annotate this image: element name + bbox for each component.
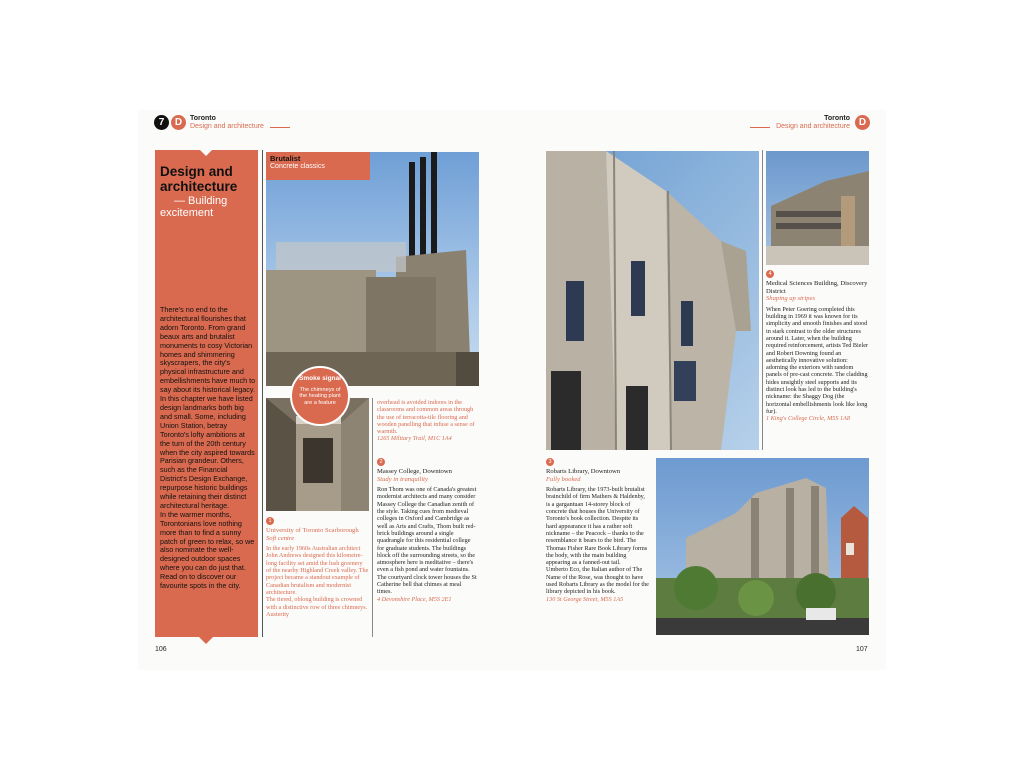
medical-sciences-illustration bbox=[766, 151, 869, 265]
header-rule bbox=[270, 127, 290, 128]
smoke-badge-title: Smoke signal bbox=[299, 375, 341, 382]
entry-address: 1 King's College Circle, M5S 1A8 bbox=[766, 415, 850, 423]
entry-tag: Study in tranquility bbox=[377, 475, 428, 483]
entry-tag: Fully booked bbox=[546, 475, 581, 483]
intro-subtitle: — Building excitement bbox=[160, 195, 228, 219]
column-divider bbox=[762, 150, 763, 450]
chapter-number-badge: 7 bbox=[154, 115, 169, 130]
entry-body: In the early 1960s Australian architect John Andrews designed this kilometre-long facility set amid the lush greenery of the nearby Highland Creek valley. The project became a standout example of Canadian brutalism and modernist architecture. The tiered, oblong building is crowned with a distinctive row of three chimneys. Austerity bbox=[266, 545, 369, 618]
entry-name: Massey College, Downtown bbox=[377, 468, 452, 475]
robarts-library-street-photo bbox=[656, 458, 869, 635]
header-city: Toronto bbox=[824, 115, 850, 122]
section-letter-badge: D bbox=[855, 115, 870, 130]
entry-4 bbox=[766, 270, 870, 423]
entry-address: 1265 Military Trail, M1C 1A4 bbox=[377, 435, 452, 443]
intro-panel bbox=[155, 150, 258, 637]
smoke-signal-badge bbox=[290, 366, 350, 426]
entry-body: Ron Thom was one of Canada's greatest modernist architects and many consider Massey College the Canadian zenith of the style. Taking cues from medieval colleges in Oxford and Cambridge as well as Arts and Crafts, Thom built red-brick buildings around a single quadrangle for this residential college for graduate students. The buildings block off the surrounding streets, so the atmosphere here is meditative – there's even a fish pond and water fountains. The courtyard clock tower houses the St Catherine bell that chimes at meal times. bbox=[377, 486, 477, 596]
entry-3 bbox=[546, 458, 650, 603]
entry-name: University of Toronto Scarborough bbox=[266, 527, 359, 534]
header-section: Design and architecture bbox=[776, 123, 850, 130]
entry-number-badge: 1 bbox=[266, 517, 274, 525]
brutalist-tag bbox=[266, 152, 370, 180]
medical-sciences-building-photo bbox=[766, 151, 869, 265]
entry-1 bbox=[266, 517, 369, 618]
page-number-left: 106 bbox=[155, 646, 167, 653]
section-letter-badge: D bbox=[171, 115, 186, 130]
page-number-right: 107 bbox=[856, 646, 868, 653]
brutalist-subtitle: Concrete classics bbox=[270, 163, 325, 170]
scarborough-campus-photo bbox=[266, 152, 479, 386]
entry-1-continued bbox=[377, 399, 477, 443]
robarts-street-illustration bbox=[656, 458, 869, 635]
brutalist-title: Brutalist bbox=[270, 154, 301, 163]
robarts-tower-illustration bbox=[546, 151, 759, 450]
entry-address: 4 Devonshire Place, M5S 2E1 bbox=[377, 595, 452, 603]
column-divider bbox=[262, 150, 263, 637]
entry-2 bbox=[377, 458, 477, 603]
intro-title: Design and architecture bbox=[160, 164, 238, 194]
header-rule bbox=[750, 127, 770, 128]
smoke-badge-body: The chimneys of the heating plant are a feature bbox=[299, 387, 341, 406]
robarts-library-tower-photo bbox=[546, 151, 759, 450]
left-page-header bbox=[154, 115, 294, 133]
right-page-header bbox=[748, 115, 870, 133]
column-divider bbox=[372, 398, 373, 637]
entry-tag: Soft centre bbox=[266, 534, 295, 542]
panel-notch-bottom bbox=[199, 637, 213, 644]
header-city: Toronto bbox=[190, 115, 216, 122]
entry-number-badge: 4 bbox=[766, 270, 774, 278]
entry-name: Robarts Library, Downtown bbox=[546, 468, 621, 475]
entry-body-continued: overhead is avoided indoors in the classrooms and common areas through the use of terracotta-tile flooring and wooden panelling that infuse a sense of warmth. bbox=[377, 399, 475, 436]
header-section: Design and architecture bbox=[190, 123, 264, 130]
entry-tag: Shaping up stripes bbox=[766, 295, 816, 303]
panel-notch-top bbox=[199, 149, 213, 156]
entry-address: 130 St George Street, M5S 1A5 bbox=[546, 595, 624, 603]
scarborough-building-illustration bbox=[266, 152, 479, 386]
entry-body: Robarts Library, the 1973-built brutalist brainchild of firm Mathers & Haldenby, is a gargantuan 14-storey block of concrete that houses the University of Toronto's book collection. Despite its hard appearance it has a rather soft nickname – the Peacock – thanks to the resemblance it bears to the bird. The Thomas Fisher Rare Book Library forms the body, with the main building appearing as a fanned-out tail. Umberto Eco, the Italian author of The Name of the Rose, was thought to have used Robarts Library as the model for the library depicted in his book. bbox=[546, 486, 649, 596]
intro-body: There's no end to the architectural flourishes that adorn Toronto. From grand beaux arts and brutalist monuments to cosy Victorian homes and shimmering skyscrapers, the city's physical infrastructure and embellishments have much to say about its historical legacy. In this chapter we have listed design landmarks both big and small. Some, including Union Station, betray Toronto's lofty ambitions at the turn of the 20th century when the city aspired towards Parisian grandeur. Others, such as the Financial District's Design Exchange, repurpose historic buildings while retaining their distinct architectural heritage. In the warmer months, Torontonians love nothing more than to find a sunny patch of green to relax, so we also nominate the well-designed outdoor spaces where you can do just that. Read on to discover our favourite spots in the city. bbox=[160, 305, 256, 591]
entry-name: Medical Sciences Building, Discovery District bbox=[766, 280, 868, 295]
entry-body: When Peter Goering completed this building in 1969 it was known for its simplicity and smooth finishes and stood in stark contrast to the older structures around it. Later, when the building required reinforcement, artists Ted Bieler and Robert Downing found an aesthetically innovative solution: adorning the exteriors with random panels of pre-cast concrete. The cladding hides unsightly steel supports and its distinct look has led to the building's nickname: the Shaggy Dog (the horizontal embellishments look like long fur). bbox=[766, 305, 869, 415]
entry-number-badge: 2 bbox=[377, 458, 385, 466]
entry-number-badge: 3 bbox=[546, 458, 554, 466]
